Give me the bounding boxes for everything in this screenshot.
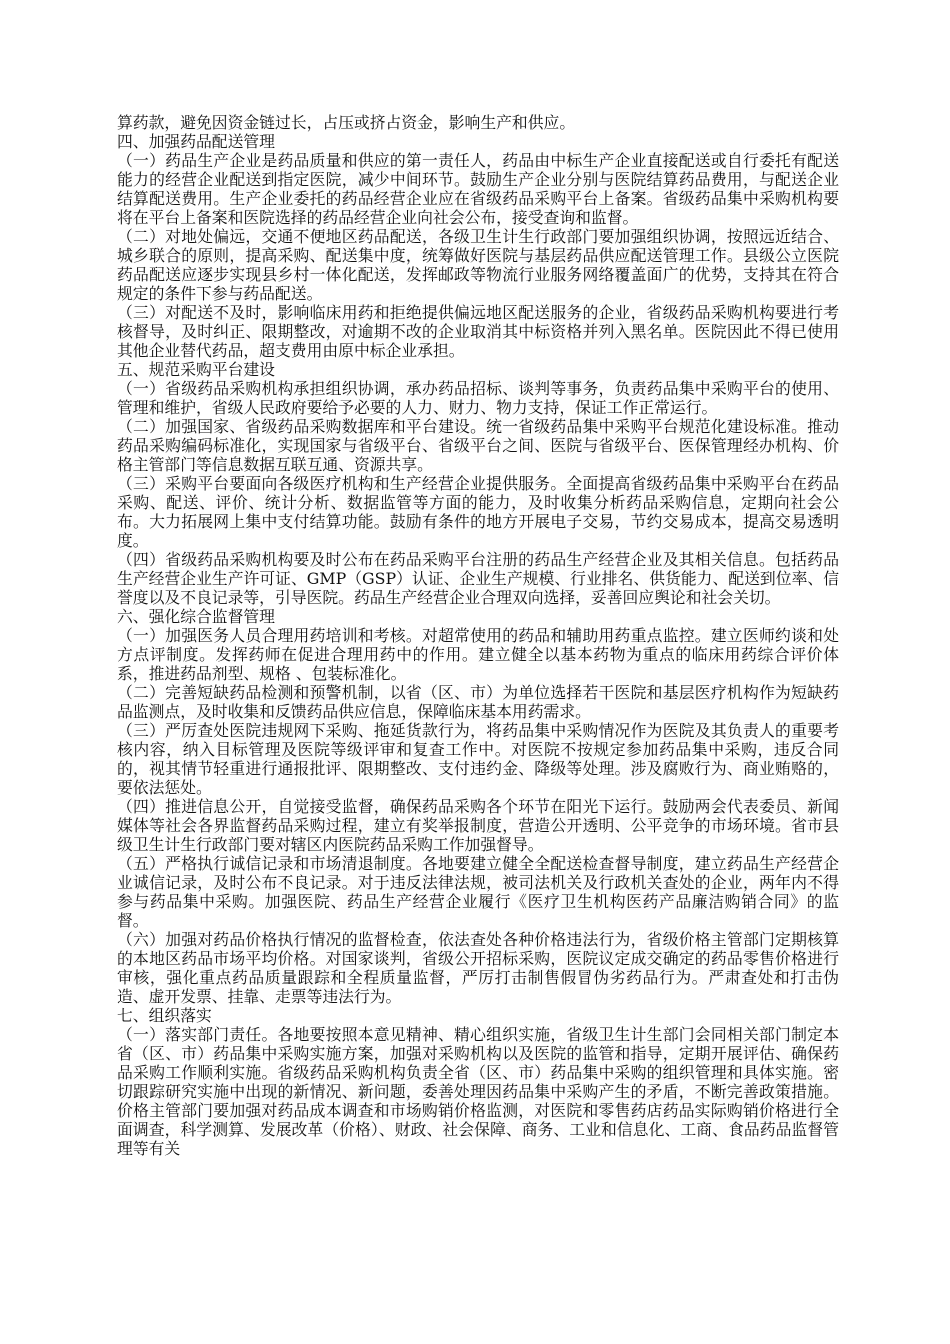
paragraph: （一）省级药品采购机构承担组织协调，承办药品招标、谈判等事务，负责药品集中采购平台的使用、管理和维护，省级人民政府要给予必要的人力、财力、物力支持，保证工作正常运行。: [117, 379, 839, 417]
section-heading: 四、加强药品配送管理: [117, 132, 275, 151]
paragraph: （二）完善短缺药品检测和预警机制，以省（区、市）为单位选择若干医院和基层医疗机构作为短缺药品监测点，及时收集和反馈药品供应信息，保障临床基本用药需求。: [117, 683, 839, 721]
paragraph: （二）对地处偏远，交通不便地区药品配送，各级卫生计生行政部门要加强组织协调，按照远近结合、城乡联合的原则，提高采购、配送集中度，统筹做好医院与基层药品供应配送管理工作。县级公立医院药品配送应逐步实现县乡村一体化配送，发挥邮政等物流行业服务网络覆盖面广的优势，支持其在符合规定的条件下参与药品配送。: [117, 227, 839, 303]
paragraph: （五）严格执行诚信记录和市场清退制度。各地要建立健全全配送检查督导制度，建立药品生产经营企业诚信记录，及时公布不良记录。对于违反法律法规，被司法机关及行政机关查处的企业，两年内不得参与药品集中采购。加强医院、药品生产经营企业履行《医疗卫生机构医药产品廉洁购销合同》的监督。: [117, 854, 839, 930]
paragraph: 算药款，避免因资金链过长，占压或挤占资金，影响生产和供应。: [117, 113, 576, 132]
paragraph: （四）推进信息公开，自觉接受监督，确保药品采购各个环节在阳光下运行。鼓励两会代表委员、新闻媒体等社会各界监督药品采购过程，建立有奖举报制度，营造公开透明、公平竞争的市场环境。省市县级卫生计生行政部门要对辖区内医院药品采购工作加强督导。: [117, 797, 839, 854]
paragraph: （六）加强对药品价格执行情况的监督检查，依法查处各种价格违法行为，省级价格主管部门定期核算的本地区药品市场平均价格。对国家谈判，省级公开招标采购，医院议定成交确定的药品零售价格进行审核，强化重点药品质量跟踪和全程质量监督，严厉打击制售假冒伪劣药品行为。严肃查处和打击伪造、虚开发票、挂靠、走票等违法行为。: [117, 930, 839, 1006]
paragraph: （三）采购平台要面向各级医疗机构和生产经营企业提供服务。全面提高省级药品集中采购平台在药品采购、配送、评价、统计分析、数据监管等方面的能力，及时收集分析药品采购信息，定期向社会公布。大力拓展网上集中支付结算功能。鼓励有条件的地方开展电子交易，节约交易成本，提高交易透明度。: [117, 474, 839, 550]
paragraph: （二）加强国家、省级药品采购数据库和平台建设。统一省级药品集中采购平台规范化建设标准。推动药品采购编码标准化，实现国家与省级平台、省级平台之间、医院与省级平台、医保管理经办机构、价格主管部门等信息数据互联互通、资源共享。: [117, 417, 839, 474]
section-heading: 六、强化综合监督管理: [117, 607, 275, 626]
paragraph: （一）药品生产企业是药品质量和供应的第一责任人，药品由中标生产企业直接配送或自行委托有配送能力的经营企业配送到指定医院，减少中间环节。鼓励生产企业分别与医院结算药品费用，与配送企业结算配送费用。生产企业委托的药品经营企业应在省级药品采购平台上备案。省级药品集中采购机构要将在平台上备案和医院选择的药品经营企业向社会公布，接受查询和监督。: [117, 151, 839, 227]
paragraph: （四）省级药品采购机构要及时公布在药品采购平台注册的药品生产经营企业及其相关信息。包括药品生产经营企业生产许可证、GMP（GSP）认证、企业生产规模、行业排名、供货能力、配送到位率、信誉度以及不良记录等，引导医院。药品生产经营企业合理双向选择，妥善回应舆论和社会关切。: [117, 550, 839, 607]
section-heading: 五、规范采购平台建设: [117, 360, 275, 379]
paragraph: （三）对配送不及时，影响临床用药和拒绝提供偏远地区配送服务的企业，省级药品采购机构要进行考核督导，及时纠正、限期整改，对逾期不改的企业取消其中标资格并列入黑名单。医院因此不得已使用其他企业替代药品，超支费用由原中标企业承担。: [117, 303, 839, 360]
paragraph: （一）加强医务人员合理用药培训和考核。对超常使用的药品和辅助用药重点监控。建立医师约谈和处方点评制度。发挥药师在促进合理用药中的作用。建立健全以基本药物为重点的临床用药综合评价体系，推进药品剂型、规格 、包装标准化。: [117, 626, 839, 683]
document-page: [117, 113, 839, 1158]
section-heading: 七、组织落实: [117, 1006, 212, 1025]
paragraph: （一）落实部门责任。各地要按照本意见精神、精心组织实施，省级卫生计生部门会同相关部门制定本省（区、市）药品集中采购实施方案，加强对采购机构以及医院的监管和指导，定期开展评估、确保药品采购工作顺利实施。省级药品采购机构负责全省（区、市）药品集中采购的组织管理和具体实施。密切跟踪研究实施中出现的新情况、新问题，委善处理因药品集中采购产生的矛盾，不断完善政策措施。价格主管部门要加强对药品成本调查和市场购销价格监测，对医院和零售药店药品实际购销价格进行全面调查，科学测算、发展改革（价格）、财政、社会保障、商务、工业和信息化、工商、食品药品监督管理等有关: [117, 1025, 839, 1158]
paragraph: （三）严厉查处医院违规网下采购、拖延货款行为，将药品集中采购情况作为医院及其负责人的重要考核内容，纳入目标管理及医院等级评审和复查工作中。对医院不按规定参加药品集中采购，违反合同的，视其情节轻重进行通报批评、限期整改、支付违约金、降级等处理。涉及腐败行为、商业贿赂的，要依法惩处。: [117, 721, 839, 797]
